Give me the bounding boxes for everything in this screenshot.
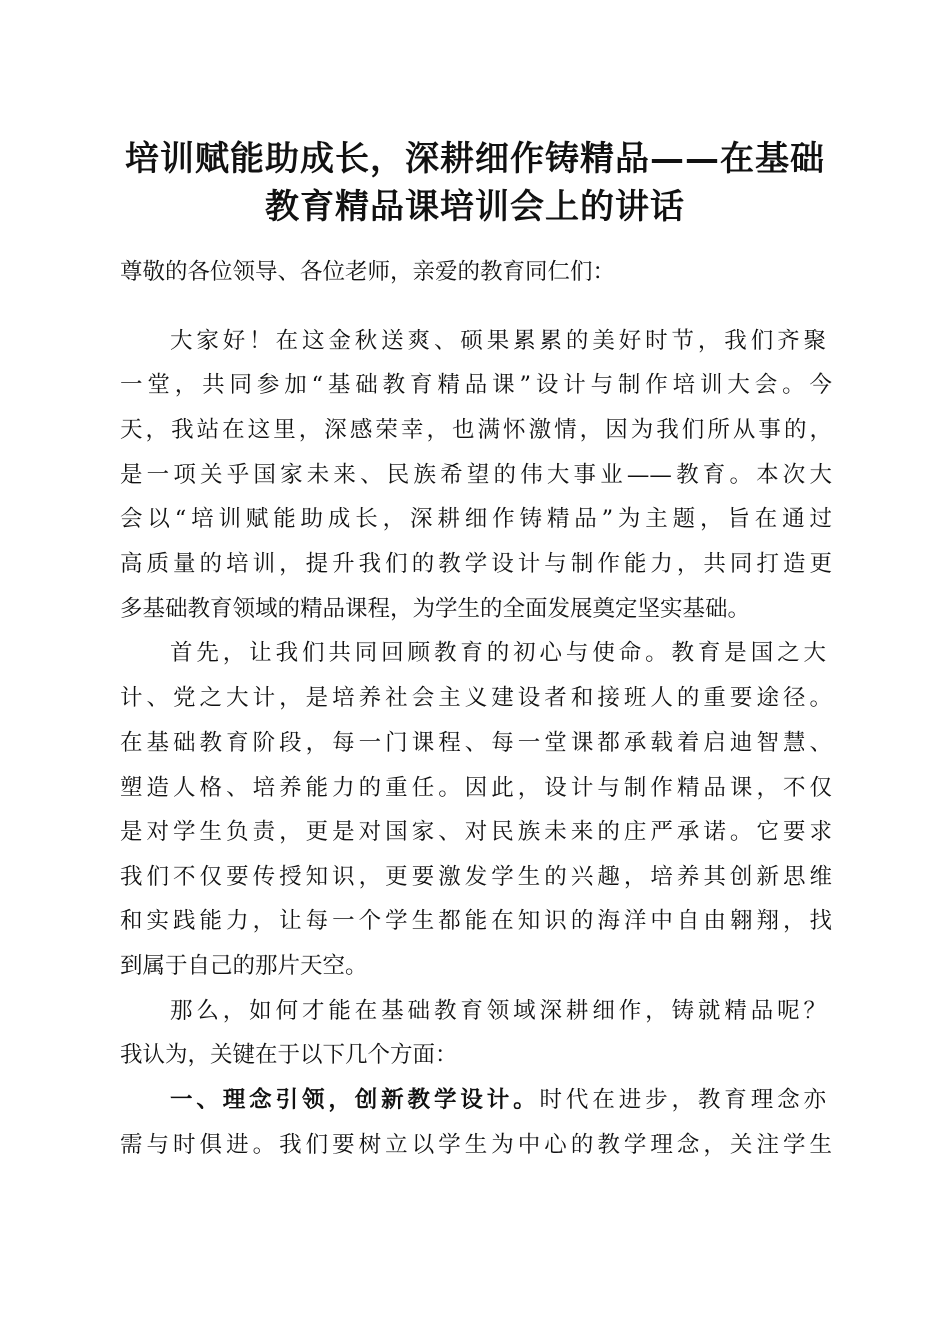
- paragraph-1-line-7: 多基础教育领域的精品课程，为学生的全面发展奠定坚实基础。: [120, 596, 751, 622]
- paragraph-3-line-1: 那么，如何才能在基础教育领域深耕细作，铸就精品呢？: [170, 998, 826, 1024]
- paragraph-1-line-2: 一堂，共同参加“基础教育精品课”设计与制作培训大会。今: [120, 372, 832, 398]
- paragraph-1-line-3: 天，我站在这里，深感荣幸，也满怀激情，因为我们所从事的，: [120, 417, 832, 443]
- paragraph-2-line-7: 和实践能力，让每一个学生都能在知识的海洋中自由翱翔，找: [120, 908, 832, 934]
- paragraph-2-line-8: 到属于自己的那片天空。: [120, 953, 368, 979]
- section-1-line-1: [170, 1080, 826, 1120]
- paragraph-2-line-3: 在基础教育阶段，每一门课程、每一堂课都承载着启迪智慧、: [120, 730, 832, 756]
- section-1-line-2: 需与时俱进。我们要树立以学生为中心的教学理念，关注学生: [120, 1132, 832, 1158]
- paragraph-1-line-1: 大家好！在这金秋送爽、硕果累累的美好时节，我们齐聚: [170, 328, 826, 354]
- document-title-line-1: 培训赋能助成长，深耕细作铸精品——在基础: [125, 139, 825, 179]
- paragraph-2-line-1: 首先，让我们共同回顾教育的初心与使命。教育是国之大: [170, 640, 826, 666]
- paragraph-3-line-2: 我认为，关键在于以下几个方面：: [120, 1042, 458, 1068]
- paragraph-2-line-4: 塑造人格、培养能力的重任。因此，设计与制作精品课，不仅: [120, 775, 832, 801]
- paragraph-1-line-4: 是一项关乎国家未来、民族希望的伟大事业——教育。本次大: [120, 462, 832, 488]
- paragraph-1-line-5: 会以“培训赋能助成长，深耕细作铸精品”为主题，旨在通过: [120, 506, 832, 532]
- paragraph-2-line-5: 是对学生负责，更是对国家、对民族未来的庄严承诺。它要求: [120, 819, 832, 845]
- paragraph-2-line-2: 计、党之大计，是培养社会主义建设者和接班人的重要途径。: [120, 685, 832, 711]
- greeting: 尊敬的各位领导、各位老师，亲爱的教育同仁们：: [120, 259, 616, 285]
- section-1-heading: 一、理念引领，创新教学设计。: [170, 1087, 540, 1113]
- paragraph-2-line-6: 我们不仅要传授知识，更要激发学生的兴趣，培养其创新思维: [120, 864, 832, 890]
- section-1-line-1-text: 时代在进步，教育理念亦: [539, 1087, 826, 1113]
- paragraph-1-line-6: 高质量的培训，提升我们的教学设计与制作能力，共同打造更: [120, 551, 832, 577]
- document-title-line-2: 教育精品课培训会上的讲话: [265, 187, 685, 227]
